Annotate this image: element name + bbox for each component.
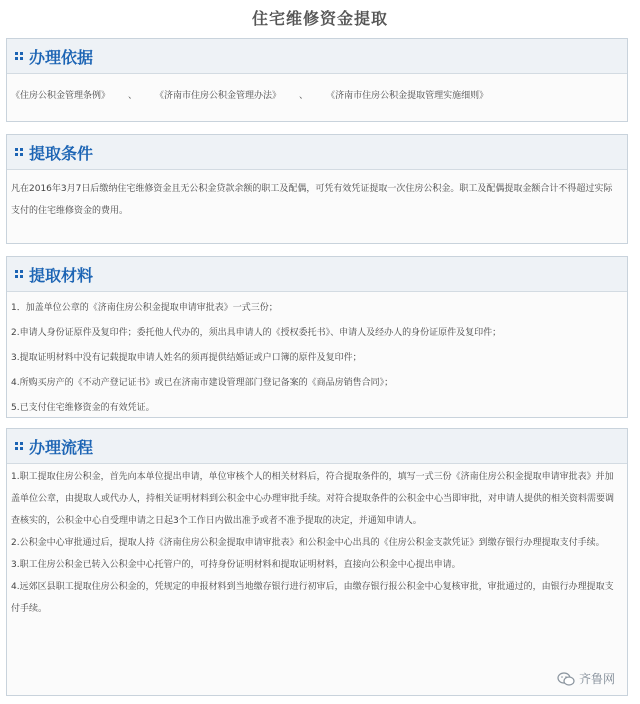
separator: 、 (299, 91, 309, 101)
section-materials (6, 256, 628, 418)
regulation-title: 《济南市住房公积金提取管理实施细则》 (326, 91, 489, 101)
grip-icon (15, 270, 23, 278)
section-heading: 提取条件 (29, 143, 94, 163)
section-body (7, 74, 627, 106)
section-body (7, 464, 627, 620)
grip-icon (15, 442, 23, 450)
separator: 、 (128, 91, 138, 101)
regulation-title: 《济南市住房公积金管理办法》 (155, 91, 282, 101)
section-basis (6, 38, 628, 122)
section-process (6, 428, 628, 696)
section-body (7, 170, 627, 222)
list-item: 2.申请人身份证原件及复印件；委托他人代办的，须出具申请人的《授权委托书》、申请人及经办人的身份证原件及复印件； (11, 328, 502, 338)
list-item: 4.所购买房产的《不动产登记证书》或已在济南市建设管理部门登记备案的《商品房销售合同》； (11, 378, 394, 388)
list-item: 1.职工提取住房公积金，首先向本单位提出申请，单位审核个人的相关材料后，符合提取条件的，填写一式三份《济南住房公积金提取申请审批表》并加盖单位公章，由提取人或代办人，持相关证明材料到公积金中心办理审批手续。对符合提取条件的公积金中心当即审批，对申请人提供的相关资料需要调查核实的，公积金中心自受理申请之日起3个工作日内做出准予或者不准予提取的决定，并通知申请人。 (11, 472, 615, 526)
grip-icon (15, 52, 23, 60)
list-item: 4.远郊区县职工提取住房公积金的，凭规定的申报材料到当地缴存银行进行初审后，由缴存银行报公积金中心复核审批，审批通过的，由银行办理提取支付手续。 (11, 582, 614, 614)
watermark-logo (557, 670, 615, 687)
regulation-title: 《住房公积金管理条例》 (11, 91, 111, 101)
section-header (7, 429, 627, 464)
list-item: 3.提取证明材料中没有记载提取申请人姓名的须再提供结婚证或户口簿的原件及复印件； (11, 353, 362, 363)
grip-icon (15, 148, 23, 156)
watermark-text: 齐鲁网 (578, 672, 615, 686)
section-heading: 办理流程 (29, 437, 94, 457)
list-item: 5.已支付住宅维修资金的有效凭证。 (11, 403, 155, 413)
section-header (7, 257, 627, 292)
wechat-icon (557, 672, 575, 686)
section-heading: 办理依据 (29, 47, 94, 67)
list-item: 1．加盖单位公章的《济南住房公积金提取申请审批表》一式三份； (11, 303, 278, 313)
list-item: 2.公积金中心审批通过后，提取人持《济南住房公积金提取申请审批表》和公积金中心出具的《住房公积金支款凭证》到缴存银行办理提取支付手续。 (11, 538, 605, 548)
section-conditions (6, 134, 628, 244)
section-header (7, 135, 627, 170)
section-header (7, 39, 627, 74)
section-body (7, 292, 627, 421)
list-item: 3.职工住房公积金已转入公积金中心托管户的，可持身份证明材料和提取证明材料，直接向公积金中心提出申请。 (11, 560, 461, 570)
section-heading: 提取材料 (29, 265, 94, 285)
conditions-text: 凡在2016年3月7日后缴纳住宅维修资金且无公积金贷款余额的职工及配偶，可凭有效凭证提取一次住房公积金。职工及配偶提取金额合计不得超过实际支付的住宅维修资金的费用。 (11, 184, 613, 216)
page-title: 住宅维修资金提取 (251, 9, 388, 28)
